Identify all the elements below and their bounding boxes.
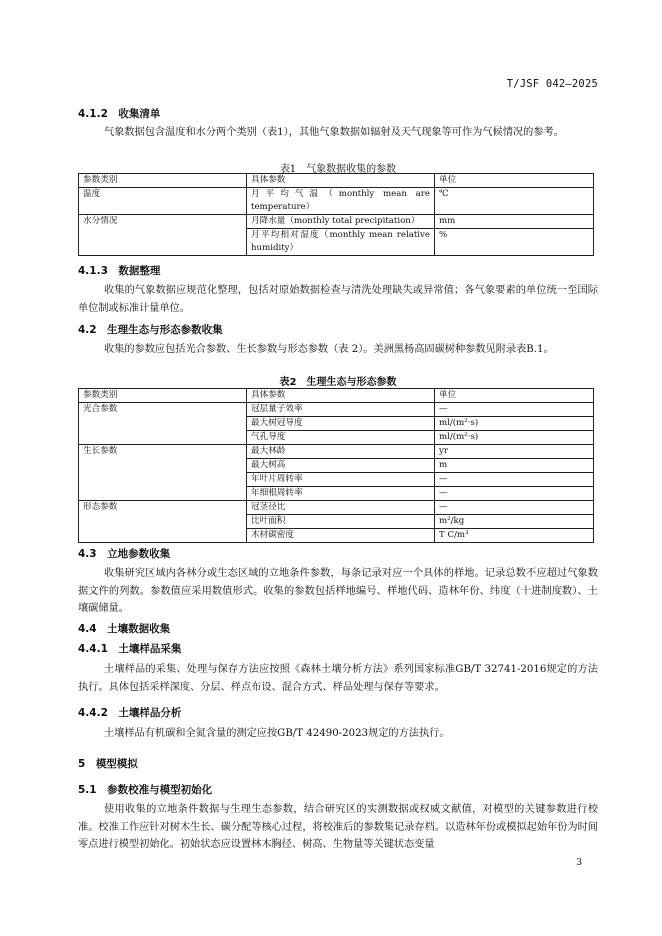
table2 — [78, 388, 594, 543]
paragraph-4-1-3: 收集的气象数据应规范化整理，包括对原始数据检查与清洗处理缺失或异常值；各气象要素的单位统一至国际单位制或标准计量单位。 — [78, 285, 598, 314]
heading-4-4-1 — [78, 641, 181, 656]
table-row — [79, 188, 594, 215]
table2-header-row — [79, 389, 594, 403]
section-number: 4.1.3 — [78, 265, 108, 277]
table-cell: ml/(m²·s) — [435, 417, 594, 431]
section-title: 土壤数据收集 — [107, 623, 171, 635]
section-number: 4.4.1 — [78, 643, 108, 655]
table-row — [79, 403, 594, 417]
heading-5 — [78, 756, 138, 771]
section-title: 收集清单 — [118, 108, 161, 120]
paragraph-4-1-2: 气象数据包含温度和水分两个类别（表1），其他气象数据如辐射及天气现象等可作为气候情况的参考。 — [104, 127, 564, 138]
table-cell: 比叶面积 — [247, 515, 435, 529]
page-number: 3 — [576, 858, 582, 868]
table-cell: 气孔导度 — [247, 431, 435, 445]
section-title: 立地参数收集 — [107, 548, 171, 560]
table-row — [79, 501, 594, 515]
table-cell: 最大树冠导度 — [247, 417, 435, 431]
table-cell: m²/kg — [435, 515, 594, 529]
table-cell: 冠茎径比 — [247, 501, 435, 515]
heading-4-4-2 — [78, 705, 181, 720]
table-cell: % — [435, 229, 594, 256]
section-title: 数据整理 — [118, 265, 161, 277]
table-category-cell: 光合参数 — [79, 403, 247, 445]
table-cell: ml/(m²·s) — [435, 431, 594, 445]
heading-4-4 — [78, 621, 170, 636]
table-cell: T C/m³ — [435, 529, 594, 543]
heading-4-1-3 — [78, 263, 160, 278]
section-number: 4.1.2 — [78, 108, 108, 120]
table-cell: ℃ — [435, 188, 594, 215]
table-cell: 年细根周转率 — [247, 487, 435, 501]
table-cell: 月平均相对湿度（monthly mean relative humidity） — [247, 229, 435, 256]
table-cell: 年叶片周转率 — [247, 473, 435, 487]
table-row — [79, 445, 594, 459]
table-category-cell: 形态参数 — [79, 501, 247, 543]
table1-header-cell: 单位 — [435, 174, 594, 188]
table-cell: 月降水量（monthly total precipitation） — [247, 215, 435, 229]
table2-caption: 表2 生理生态与形态参数 — [279, 377, 397, 388]
table-cell: 最大树高 — [247, 459, 435, 473]
table2-header-cell: 参数类别 — [79, 389, 247, 403]
paragraph-4-4-2: 土壤样品有机碳和全氮含量的测定应按GB/T 42490-2023规定的方法执行。 — [104, 728, 450, 739]
table-cell: 月平均气温（monthly mean are temperature） — [247, 188, 435, 215]
section-title: 土壤样品分析 — [118, 707, 182, 719]
section-number: 4.4 — [78, 623, 97, 635]
section-title: 参数校准与模型初始化 — [107, 784, 213, 796]
table-cell: — — [435, 487, 594, 501]
table1-caption: 表1 气象数据收集的参数 — [279, 164, 397, 175]
table-cell: m — [435, 459, 594, 473]
table-cell: — — [435, 473, 594, 487]
document-code: T/JSF 042—2025 — [506, 78, 598, 90]
section-number: 4.3 — [78, 548, 97, 560]
table-cell: — — [435, 501, 594, 515]
table-category-cell: 生长参数 — [79, 445, 247, 501]
section-number: 4.4.2 — [78, 707, 108, 719]
section-number: 4.2 — [78, 324, 97, 336]
table-cell: 温度 — [79, 188, 247, 215]
table-cell: — — [435, 403, 594, 417]
section-title: 土壤样品采集 — [118, 643, 182, 655]
section-number: 5 — [78, 758, 86, 770]
section-title: 生理生态与形态参数收集 — [107, 324, 223, 336]
table2-header-cell: 单位 — [435, 389, 594, 403]
section-title: 模型模拟 — [95, 758, 138, 770]
table-cell: 木材碳密度 — [247, 529, 435, 543]
table1-header-row — [79, 174, 594, 188]
table-cell: 冠层量子效率 — [247, 403, 435, 417]
table-cell: 最大林龄 — [247, 445, 435, 459]
table1 — [78, 173, 594, 256]
heading-4-2 — [78, 322, 223, 337]
table-row — [79, 215, 594, 229]
table1-header-cell: 参数类别 — [79, 174, 247, 188]
table-cell: mm — [435, 215, 594, 229]
section-number: 5.1 — [78, 784, 97, 796]
heading-4-1-2 — [78, 106, 160, 121]
paragraph-5-1: 使用收集的立地条件数据与生理生态参数，结合研究区的实测数据或权威文献值，对模型的关键参数进行校准。校准工作应针对树木生长、碳分配等核心过程，将校准后的参数集记录存档。以造林年份或模拟起始年份为时间零点进行模型初始化。初始状态应设置林木胸径、树高、生物量等关键状态变量 — [78, 804, 598, 850]
table2-header-cell: 具体参数 — [247, 389, 435, 403]
table1-header-cell: 具体参数 — [247, 174, 435, 188]
paragraph-4-3: 收集研究区域内各林分或生态区域的立地条件参数，每条记录对应一个具体的样地。记录总数不应超过气象数据文件的列数。参数值应采用数值形式。收集的参数包括样地编号、样地代码、造林年份、纬度（十进制度数）、土壤碳储量。 — [78, 568, 598, 614]
heading-5-1 — [78, 782, 212, 797]
paragraph-4-2: 收集的参数应包括光合参数、生长参数与形态参数（表 2）。美洲黑杨高固碳树种参数见附录表B.1。 — [104, 344, 554, 355]
table-cell: 水分情况 — [79, 215, 247, 256]
paragraph-4-4-1: 土壤样品的采集、处理与保存方法应按照《森林土壤分析方法》系列国家标准GB/T 32741-2016规定的方法执行。具体包括采样深度、分层、样点布设、混合方式、样品处理与保存等要求。 — [78, 664, 598, 693]
table-cell: yr — [435, 445, 594, 459]
heading-4-3 — [78, 546, 170, 561]
